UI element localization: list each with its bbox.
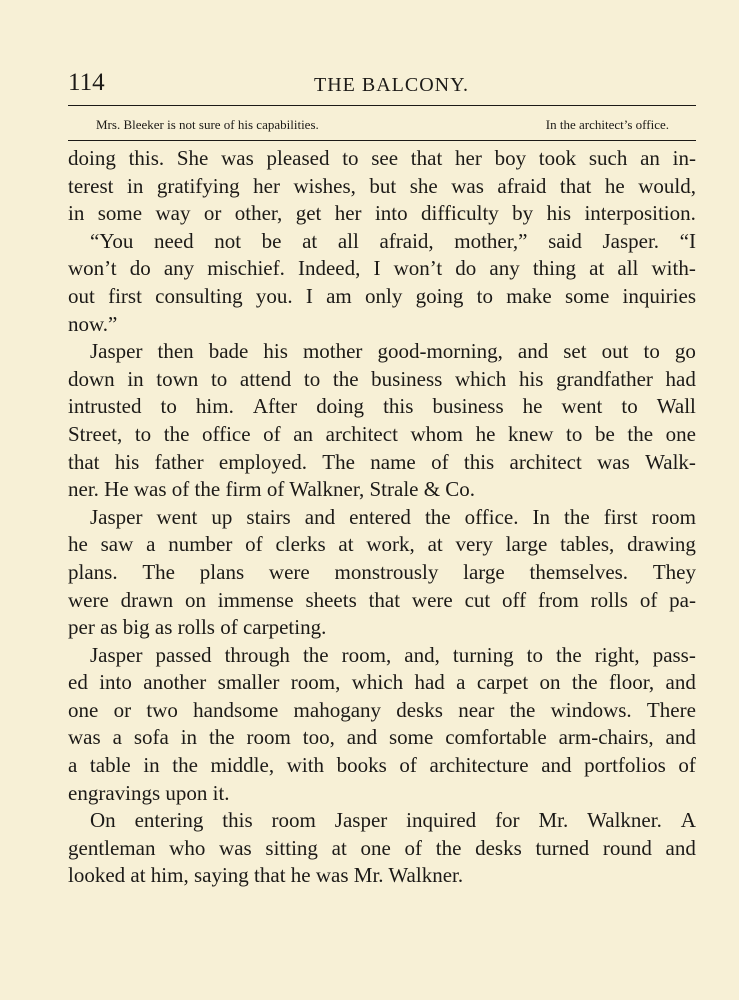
word: plans: [199, 559, 245, 584]
word: some: [97, 201, 143, 226]
word: to: [342, 146, 359, 170]
word: at: [338, 532, 354, 557]
word: Wall: [656, 394, 696, 419]
word: Indeed,: [297, 256, 361, 281]
word: of: [639, 587, 658, 612]
word: very: [455, 532, 493, 557]
word: his: [114, 449, 140, 474]
word: mother: [302, 339, 363, 364]
word: out: [601, 339, 629, 364]
word: entering: [134, 808, 204, 833]
text-line: [68, 504, 696, 532]
word: went: [156, 504, 198, 529]
word: first: [108, 283, 142, 308]
book-title: THE BALCONY.: [314, 74, 469, 96]
word: went: [561, 394, 603, 419]
word: rolls: [590, 587, 628, 612]
word: had: [414, 670, 445, 695]
word: clerks: [275, 532, 326, 557]
word: one: [68, 697, 99, 722]
word: large: [505, 532, 548, 557]
word: interposition.: [584, 201, 696, 226]
text-line: [68, 559, 696, 587]
word: one: [360, 835, 391, 860]
line-text: now.”: [68, 311, 118, 336]
word: at: [302, 228, 318, 253]
word: won’t: [68, 256, 117, 281]
word: desks: [396, 697, 443, 722]
word: of: [245, 532, 263, 557]
word: ed: [68, 670, 88, 695]
word: won’t: [393, 256, 443, 281]
text-line: [68, 449, 696, 477]
word: turning: [452, 642, 514, 667]
text-line: [68, 752, 696, 780]
word: set: [563, 339, 587, 364]
word: inquired: [406, 808, 477, 833]
word: said: [548, 228, 582, 253]
word: room: [271, 808, 316, 833]
word: his: [546, 201, 572, 226]
word: the: [435, 835, 462, 860]
word: but: [369, 173, 397, 198]
word: Jasper: [90, 339, 143, 364]
text-line: [68, 283, 696, 311]
text-line: [68, 311, 696, 339]
word: and: [665, 670, 696, 695]
word: passed: [155, 642, 212, 667]
word: do: [455, 256, 477, 281]
word: to: [621, 394, 638, 419]
word: first: [603, 504, 638, 529]
word: sheets: [305, 587, 357, 612]
word: any: [489, 256, 520, 281]
word: cut: [464, 587, 491, 612]
word: afraid,: [379, 228, 434, 253]
word: gentleman: [68, 835, 156, 860]
word: monstrously: [334, 559, 439, 584]
word: down: [68, 366, 115, 391]
word: work,: [366, 532, 415, 557]
word: sofa: [133, 725, 169, 750]
word: employed.: [218, 449, 307, 474]
word: his: [518, 366, 544, 391]
word: am: [326, 283, 352, 308]
word: name: [370, 449, 416, 474]
word: in: [127, 366, 144, 391]
word: inquiries: [622, 283, 696, 308]
word: to: [134, 421, 152, 446]
word: room: [651, 504, 696, 529]
word: one: [665, 421, 696, 446]
word: any: [163, 256, 195, 281]
text-line: [68, 862, 696, 890]
word: Jasper: [334, 808, 388, 833]
word: had: [665, 366, 696, 391]
word: knew: [507, 421, 554, 446]
text-line: [68, 669, 696, 697]
word: thing: [532, 256, 577, 281]
word: into: [374, 201, 408, 226]
line-text: looked at him, saying that he was Mr. Walkner.: [68, 863, 464, 888]
word: need: [153, 228, 194, 253]
word: The: [322, 449, 355, 474]
word: drawing: [627, 532, 696, 557]
word: all: [337, 228, 359, 253]
word: in: [68, 201, 85, 226]
word: and,: [404, 642, 440, 667]
word: in: [180, 725, 198, 750]
word: do: [129, 256, 151, 281]
word: On: [90, 808, 116, 833]
word: In: [532, 504, 551, 529]
text-line: [68, 145, 696, 173]
word: the: [424, 504, 451, 529]
word: business: [432, 394, 504, 419]
word: her: [334, 201, 362, 226]
word: a: [112, 725, 122, 750]
word: off: [502, 587, 527, 612]
page-number: 114: [68, 69, 105, 96]
word: pass-: [652, 642, 696, 667]
word: out: [68, 283, 95, 308]
word: number: [168, 532, 233, 557]
sidenote-left: Mrs. Bleeker is not sure of his capabilities.: [96, 117, 319, 132]
word: another: [143, 670, 207, 695]
word: father: [154, 449, 204, 474]
word: was: [451, 173, 484, 198]
word: “I: [679, 228, 696, 253]
word: She: [176, 146, 209, 170]
word: architecture: [429, 753, 529, 778]
word: books: [336, 753, 387, 778]
word: saw: [100, 532, 134, 557]
word: for: [495, 808, 520, 833]
text-line: [68, 421, 696, 449]
word: he: [522, 394, 543, 419]
word: her: [253, 173, 280, 198]
word: going: [415, 283, 464, 308]
word: room,: [341, 642, 392, 667]
body-text: [68, 145, 696, 890]
word: consulting: [155, 283, 243, 308]
word: other,: [234, 201, 283, 226]
word: go: [674, 339, 696, 364]
word: architect: [325, 421, 398, 446]
word: to: [210, 366, 228, 391]
word: was: [219, 835, 252, 860]
word: Mr.: [538, 808, 569, 833]
word: arm-chairs,: [558, 725, 654, 750]
word: room,: [290, 670, 341, 695]
word: to: [303, 366, 321, 391]
word: There: [646, 697, 696, 722]
word: stairs: [246, 504, 291, 529]
word: a: [146, 532, 156, 557]
word: in: [143, 753, 160, 778]
word: floor,: [608, 670, 655, 695]
word: table: [89, 753, 131, 778]
word: pa-: [669, 587, 696, 612]
word: They: [652, 559, 696, 584]
word: smaller: [217, 670, 280, 695]
text-line: [68, 393, 696, 421]
word: of: [399, 753, 417, 778]
word: with: [286, 753, 325, 778]
word: who: [169, 835, 206, 860]
word: and: [541, 753, 572, 778]
running-head: [68, 66, 696, 100]
word: Walk-: [645, 449, 696, 474]
word: of: [431, 449, 449, 474]
word: were: [68, 587, 109, 612]
word: terest: [68, 173, 114, 198]
word: bade: [208, 339, 249, 364]
word: this: [222, 808, 253, 833]
word: was: [221, 146, 254, 170]
word: two: [146, 697, 178, 722]
word: large: [463, 559, 505, 584]
word: and: [665, 835, 696, 860]
word: grandfather: [556, 366, 653, 391]
word: business: [371, 366, 443, 391]
word: portfolios: [584, 753, 666, 778]
header-rule-bottom: [68, 140, 696, 141]
word: an: [640, 146, 660, 170]
word: the: [564, 504, 590, 529]
word: make: [506, 283, 552, 308]
word: an: [293, 421, 314, 446]
word: his: [263, 339, 288, 364]
text-line: [68, 338, 696, 366]
word: mother,”: [454, 228, 528, 253]
text-line: [68, 642, 696, 670]
word: mischief.: [207, 256, 285, 281]
word: he: [475, 421, 496, 446]
word: the: [208, 725, 235, 750]
word: themselves.: [529, 559, 629, 584]
word: would,: [638, 173, 696, 198]
word: to: [566, 421, 583, 446]
word: a: [456, 670, 466, 695]
word: he: [604, 173, 625, 198]
word: the: [163, 421, 190, 446]
word: this.: [128, 146, 165, 170]
word: or: [203, 201, 222, 226]
line-text: per as big as rolls of carpeting.: [68, 615, 327, 640]
word: room: [246, 725, 291, 750]
word: the: [509, 697, 536, 722]
word: of: [263, 421, 281, 446]
word: carpet: [476, 670, 529, 695]
word: the: [172, 753, 198, 778]
word: and: [346, 725, 378, 750]
word: entered: [349, 504, 411, 529]
word: with-: [651, 256, 696, 281]
word: some: [389, 725, 434, 750]
word: way: [155, 201, 191, 226]
text-line: [68, 200, 696, 228]
word: mahogany: [293, 697, 382, 722]
word: of: [404, 835, 423, 860]
word: only: [364, 283, 403, 308]
text-line: [68, 724, 696, 752]
word: attend: [239, 366, 292, 391]
word: were: [411, 587, 453, 612]
word: see: [371, 146, 399, 170]
word: comfortable: [445, 725, 547, 750]
word: tables,: [560, 532, 615, 557]
word: plans.: [68, 559, 118, 584]
word: was: [68, 725, 101, 750]
word: from: [537, 587, 579, 612]
word: Jasper.: [602, 228, 660, 253]
text-line: [68, 835, 696, 863]
word: gratifying: [156, 173, 240, 198]
sidenote-right: In the architect’s office.: [545, 117, 669, 132]
word: Street,: [68, 421, 123, 446]
word: office.: [464, 504, 519, 529]
word: doing: [68, 146, 116, 170]
text-line: [68, 255, 696, 283]
word: and: [665, 725, 696, 750]
text-line: [68, 366, 696, 394]
word: which: [351, 670, 404, 695]
word: some: [564, 283, 610, 308]
word: I: [305, 283, 313, 308]
word: the: [332, 366, 359, 391]
word: boy: [494, 146, 527, 170]
line-text: engravings upon it.: [68, 780, 230, 805]
text-line: [68, 173, 696, 201]
word: Walkner.: [587, 808, 662, 833]
word: good-morning,: [377, 339, 503, 364]
word: windows.: [550, 697, 632, 722]
word: intrusted: [68, 394, 142, 419]
word: which: [454, 366, 507, 391]
word: sitting: [265, 835, 318, 860]
word: doing: [316, 394, 365, 419]
word: be: [261, 228, 282, 253]
word: The: [142, 559, 176, 584]
word: in: [126, 173, 144, 198]
word: difficulty: [421, 201, 499, 226]
word: near: [458, 697, 495, 722]
word: that: [68, 449, 100, 474]
word: After: [252, 394, 298, 419]
word: get: [295, 201, 322, 226]
word: and: [517, 339, 549, 364]
word: desks: [475, 835, 522, 860]
word: architect: [509, 449, 582, 474]
text-line: [68, 614, 696, 642]
word: office: [201, 421, 251, 446]
text-line: [68, 531, 696, 559]
word: A: [680, 808, 696, 833]
word: not: [214, 228, 242, 253]
word: took: [538, 146, 577, 170]
word: were: [268, 559, 310, 584]
word: wishes,: [293, 173, 356, 198]
word: she: [409, 173, 438, 198]
word: at: [331, 835, 347, 860]
word: he: [68, 532, 88, 557]
word: I: [373, 256, 381, 281]
word: be: [594, 421, 615, 446]
word: that: [368, 587, 401, 612]
word: to: [526, 642, 543, 667]
line-text: ner. He was of the firm of Walkner, Strale & Co.: [68, 477, 476, 502]
word: such: [588, 146, 628, 170]
word: by: [512, 201, 534, 226]
text-line: [68, 228, 696, 256]
word: right,: [594, 642, 640, 667]
text-line: [68, 780, 696, 808]
word: Jasper: [90, 504, 143, 529]
text-line: [68, 476, 696, 504]
word: at: [589, 256, 605, 281]
text-line: [68, 587, 696, 615]
word: her: [455, 146, 482, 170]
header-rule-top: [68, 105, 696, 106]
word: round: [602, 835, 652, 860]
word: through: [224, 642, 290, 667]
text-line: [68, 697, 696, 725]
word: at: [427, 532, 443, 557]
word: up: [211, 504, 233, 529]
word: him.: [195, 394, 234, 419]
word: that: [559, 173, 592, 198]
word: immense: [217, 587, 294, 612]
word: Jasper: [90, 642, 143, 667]
word: the: [556, 642, 582, 667]
word: handsome: [193, 697, 279, 722]
word: you.: [255, 283, 293, 308]
word: into: [99, 670, 132, 695]
word: to: [476, 283, 493, 308]
word: then: [157, 339, 194, 364]
word: too,: [302, 725, 335, 750]
word: all: [617, 256, 639, 281]
word: on: [539, 670, 561, 695]
word: whom: [410, 421, 463, 446]
word: the: [302, 642, 329, 667]
word: “You: [90, 228, 134, 253]
word: that: [410, 146, 443, 170]
word: town: [156, 366, 199, 391]
word: and: [304, 504, 336, 529]
word: this: [463, 449, 495, 474]
word: pleased: [266, 146, 330, 170]
word: middle,: [210, 753, 275, 778]
word: to: [160, 394, 177, 419]
word: to: [643, 339, 660, 364]
word: in-: [672, 146, 696, 170]
word: a: [68, 753, 78, 778]
word: or: [113, 697, 132, 722]
word: of: [678, 753, 696, 778]
word: the: [627, 421, 654, 446]
word: drawn: [120, 587, 174, 612]
word: afraid: [497, 173, 547, 198]
text-line: [68, 807, 696, 835]
word: on: [184, 587, 206, 612]
word: the: [571, 670, 598, 695]
word: was: [597, 449, 630, 474]
word: turned: [535, 835, 590, 860]
word: this: [383, 394, 414, 419]
